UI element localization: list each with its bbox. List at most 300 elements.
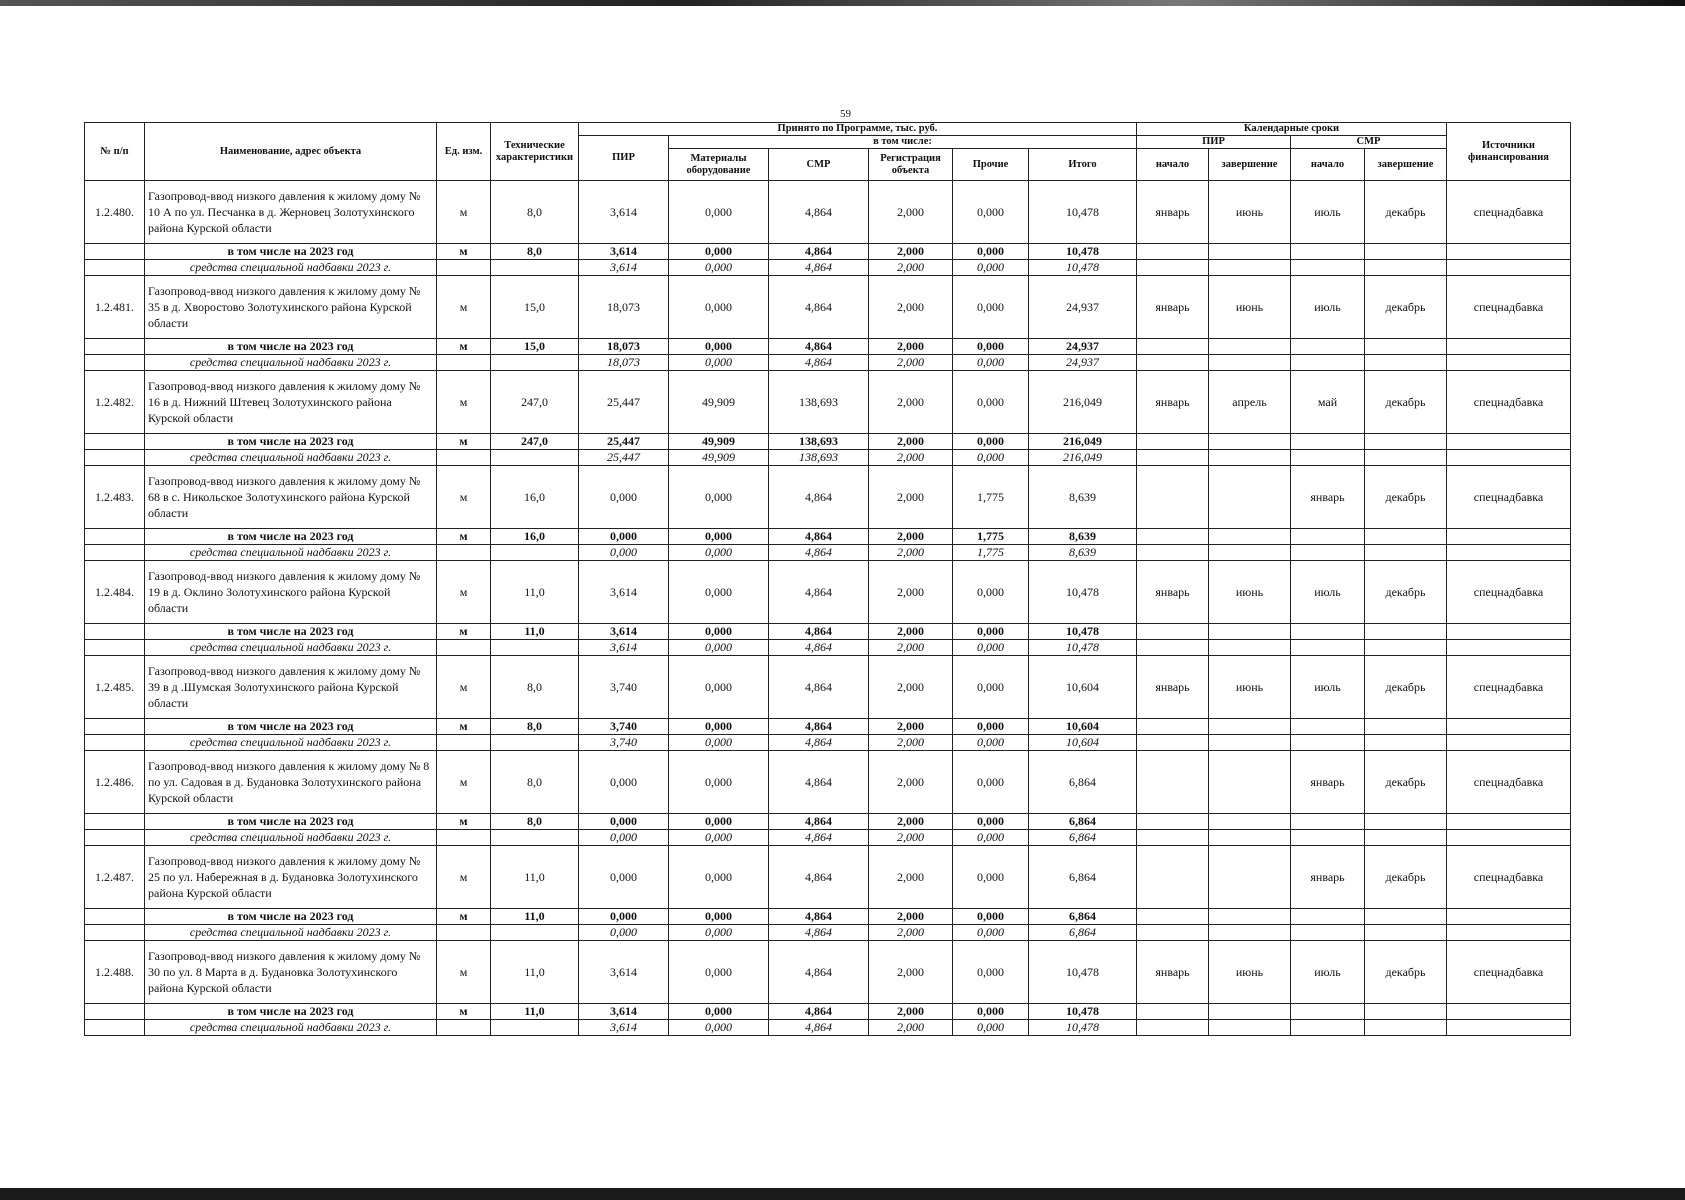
subtotal-total: 8,639 xyxy=(1029,529,1137,545)
fund-empty xyxy=(1209,925,1291,941)
scan-top-edge xyxy=(0,0,1685,6)
fund-pir: 25,447 xyxy=(579,450,669,466)
subtotal-tech: 11,0 xyxy=(491,1004,579,1020)
table-header xyxy=(85,123,1571,181)
header-pir-start: начало xyxy=(1137,149,1209,181)
subtotal-unit: м xyxy=(437,244,491,260)
smr-start-cell: январь xyxy=(1291,846,1365,909)
subtotal-label: в том числе на 2023 год xyxy=(145,1004,437,1020)
fund-smr: 4,864 xyxy=(769,735,869,751)
subtotal-registration: 2,000 xyxy=(869,339,953,355)
materials-cell: 0,000 xyxy=(669,941,769,1004)
materials-cell: 0,000 xyxy=(669,846,769,909)
subtotal-empty xyxy=(1209,814,1291,830)
fund-registration: 2,000 xyxy=(869,830,953,846)
subtotal-empty xyxy=(1209,244,1291,260)
pir-end-cell xyxy=(1209,751,1291,814)
subtotal-registration: 2,000 xyxy=(869,624,953,640)
smr-cell: 4,864 xyxy=(769,181,869,244)
subtotal-unit: м xyxy=(437,529,491,545)
unit-cell: м xyxy=(437,181,491,244)
unit-cell: м xyxy=(437,656,491,719)
subtotal-other: 1,775 xyxy=(953,529,1029,545)
pir-start-cell xyxy=(1137,846,1209,909)
other-cell: 0,000 xyxy=(953,561,1029,624)
subtotal-empty xyxy=(1137,244,1209,260)
smr-start-cell: май xyxy=(1291,371,1365,434)
fund-empty xyxy=(1447,260,1571,276)
subtotal-empty xyxy=(1137,1004,1209,1020)
fund-unit-empty xyxy=(437,830,491,846)
fund-empty xyxy=(1291,355,1365,371)
subtotal-empty xyxy=(1291,434,1365,450)
subtotal-empty xyxy=(1291,814,1365,830)
subtotal-empty xyxy=(1209,529,1291,545)
registration-cell: 2,000 xyxy=(869,846,953,909)
fund-empty xyxy=(1291,925,1365,941)
fund-materials: 0,000 xyxy=(669,355,769,371)
unit-cell: м xyxy=(437,371,491,434)
fund-total: 10,478 xyxy=(1029,640,1137,656)
subtotal-empty xyxy=(1137,339,1209,355)
fund-empty xyxy=(1365,450,1447,466)
pir-cell: 3,614 xyxy=(579,181,669,244)
subtotal-smr: 4,864 xyxy=(769,909,869,925)
header-smr-start: начало xyxy=(1291,149,1365,181)
subtotal-empty xyxy=(1137,624,1209,640)
unit-cell: м xyxy=(437,276,491,339)
fund-empty xyxy=(1209,355,1291,371)
smr-start-cell: январь xyxy=(1291,751,1365,814)
smr-end-cell: декабрь xyxy=(1365,846,1447,909)
subtotal-empty xyxy=(1209,624,1291,640)
pir-start-cell: январь xyxy=(1137,276,1209,339)
materials-cell: 49,909 xyxy=(669,371,769,434)
object-name: Газопровод-ввод низкого давления к жилому дому № 30 по ул. 8 Марта в д. Будановка Золотухинского района Курской области xyxy=(145,941,437,1004)
header-total: Итого xyxy=(1029,149,1137,181)
program-table xyxy=(84,122,1571,1036)
smr-end-cell: декабрь xyxy=(1365,941,1447,1004)
subtotal-other: 0,000 xyxy=(953,624,1029,640)
header-name: Наименование, адрес объекта xyxy=(145,123,437,181)
subtotal-empty xyxy=(1365,719,1447,735)
subtotal-unit: м xyxy=(437,909,491,925)
fund-pir: 0,000 xyxy=(579,545,669,561)
subtotal-unit: м xyxy=(437,719,491,735)
subtotal-empty xyxy=(1447,244,1571,260)
row-number: 1.2.485. xyxy=(85,656,145,719)
fund-empty xyxy=(1291,735,1365,751)
subtotal-empty xyxy=(1209,1004,1291,1020)
fund-empty xyxy=(1209,545,1291,561)
fund-row xyxy=(85,925,1571,941)
subtotal-blank xyxy=(85,814,145,830)
fund-label: средства специальной надбавки 2023 г. xyxy=(145,545,437,561)
fund-empty xyxy=(1447,830,1571,846)
fund-materials: 0,000 xyxy=(669,735,769,751)
fund-empty xyxy=(1137,260,1209,276)
subtotal-blank xyxy=(85,434,145,450)
fund-blank xyxy=(85,925,145,941)
fund-row xyxy=(85,735,1571,751)
smr-end-cell: декабрь xyxy=(1365,466,1447,529)
subtotal-label: в том числе на 2023 год xyxy=(145,434,437,450)
fund-registration: 2,000 xyxy=(869,355,953,371)
fund-smr: 4,864 xyxy=(769,545,869,561)
subtotal-label: в том числе на 2023 год xyxy=(145,719,437,735)
fund-blank xyxy=(85,355,145,371)
subtotal-tech: 8,0 xyxy=(491,244,579,260)
smr-start-cell: июль xyxy=(1291,561,1365,624)
fund-materials: 0,000 xyxy=(669,925,769,941)
table-row xyxy=(85,846,1571,909)
fund-pir: 0,000 xyxy=(579,830,669,846)
subtotal-empty xyxy=(1447,814,1571,830)
smr-end-cell: декабрь xyxy=(1365,561,1447,624)
subtotal-registration: 2,000 xyxy=(869,814,953,830)
header-num: № п/п xyxy=(85,123,145,181)
fund-pir: 3,614 xyxy=(579,260,669,276)
tech-cell: 11,0 xyxy=(491,941,579,1004)
subtotal-other: 0,000 xyxy=(953,909,1029,925)
subtotal-other: 0,000 xyxy=(953,814,1029,830)
subtotal-materials: 0,000 xyxy=(669,909,769,925)
header-calendar: Календарные сроки xyxy=(1137,123,1447,136)
header-materials: Материалы оборудование xyxy=(669,149,769,181)
registration-cell: 2,000 xyxy=(869,371,953,434)
registration-cell: 2,000 xyxy=(869,561,953,624)
materials-cell: 0,000 xyxy=(669,181,769,244)
subtotal-pir: 3,614 xyxy=(579,624,669,640)
subtotal-total: 216,049 xyxy=(1029,434,1137,450)
fund-empty xyxy=(1365,355,1447,371)
fund-tech-empty xyxy=(491,735,579,751)
subtotal-total: 10,478 xyxy=(1029,244,1137,260)
fund-unit-empty xyxy=(437,925,491,941)
fund-empty xyxy=(1447,640,1571,656)
smr-cell: 4,864 xyxy=(769,846,869,909)
subtotal-empty xyxy=(1209,719,1291,735)
materials-cell: 0,000 xyxy=(669,656,769,719)
fund-tech-empty xyxy=(491,925,579,941)
object-name: Газопровод-ввод низкого давления к жилому дому № 35 в д. Хворостово Золотухинского района Курской области xyxy=(145,276,437,339)
pir-end-cell: июнь xyxy=(1209,276,1291,339)
fund-total: 6,864 xyxy=(1029,925,1137,941)
unit-cell: м xyxy=(437,466,491,529)
fund-unit-empty xyxy=(437,260,491,276)
fund-empty xyxy=(1209,1020,1291,1036)
fund-other: 0,000 xyxy=(953,355,1029,371)
fund-pir: 3,614 xyxy=(579,1020,669,1036)
tech-cell: 11,0 xyxy=(491,561,579,624)
object-name: Газопровод-ввод низкого давления к жилому дому № 39 в д .Шумская Золотухинского района Курской области xyxy=(145,656,437,719)
pir-end-cell xyxy=(1209,846,1291,909)
subtotal-tech: 8,0 xyxy=(491,719,579,735)
pir-end-cell: июнь xyxy=(1209,656,1291,719)
subtotal-pir: 3,614 xyxy=(579,244,669,260)
subtotal-empty xyxy=(1291,624,1365,640)
materials-cell: 0,000 xyxy=(669,751,769,814)
smr-cell: 4,864 xyxy=(769,561,869,624)
tech-cell: 15,0 xyxy=(491,276,579,339)
subtotal-tech: 247,0 xyxy=(491,434,579,450)
pir-start-cell: январь xyxy=(1137,561,1209,624)
header-cal-pir: ПИР xyxy=(1137,136,1291,149)
subtotal-unit: м xyxy=(437,434,491,450)
smr-end-cell: декабрь xyxy=(1365,751,1447,814)
subtotal-other: 0,000 xyxy=(953,339,1029,355)
fund-pir: 3,614 xyxy=(579,640,669,656)
fund-empty xyxy=(1137,545,1209,561)
fund-row xyxy=(85,640,1571,656)
funding-cell: спецнадбавка xyxy=(1447,656,1571,719)
pir-end-cell: июнь xyxy=(1209,941,1291,1004)
subtotal-label: в том числе на 2023 год xyxy=(145,529,437,545)
fund-unit-empty xyxy=(437,735,491,751)
fund-unit-empty xyxy=(437,640,491,656)
funding-cell: спецнадбавка xyxy=(1447,846,1571,909)
fund-materials: 49,909 xyxy=(669,450,769,466)
subtotal-smr: 138,693 xyxy=(769,434,869,450)
fund-label: средства специальной надбавки 2023 г. xyxy=(145,640,437,656)
fund-total: 10,478 xyxy=(1029,260,1137,276)
pir-start-cell: январь xyxy=(1137,656,1209,719)
other-cell: 0,000 xyxy=(953,941,1029,1004)
table-body xyxy=(85,181,1571,1036)
fund-blank xyxy=(85,260,145,276)
object-name: Газопровод-ввод низкого давления к жилому дому № 25 по ул. Набережная в д. Будановка Золотухинского района Курской области xyxy=(145,846,437,909)
fund-label: средства специальной надбавки 2023 г. xyxy=(145,450,437,466)
fund-registration: 2,000 xyxy=(869,545,953,561)
subtotal-label: в том числе на 2023 год xyxy=(145,244,437,260)
subtotal-registration: 2,000 xyxy=(869,909,953,925)
fund-empty xyxy=(1447,925,1571,941)
table-row xyxy=(85,561,1571,624)
other-cell: 0,000 xyxy=(953,371,1029,434)
object-name: Газопровод-ввод низкого давления к жилому дому № 68 в с. Никольское Золотухинского района Курской области xyxy=(145,466,437,529)
row-number: 1.2.488. xyxy=(85,941,145,1004)
subtotal-materials: 0,000 xyxy=(669,339,769,355)
subtotal-empty xyxy=(1291,1004,1365,1020)
fund-label: средства специальной надбавки 2023 г. xyxy=(145,355,437,371)
registration-cell: 2,000 xyxy=(869,181,953,244)
fund-empty xyxy=(1291,545,1365,561)
subtotal-empty xyxy=(1365,909,1447,925)
subtotal-empty xyxy=(1447,909,1571,925)
unit-cell: м xyxy=(437,941,491,1004)
fund-blank xyxy=(85,735,145,751)
subtotal-pir: 0,000 xyxy=(579,814,669,830)
subtotal-total: 24,937 xyxy=(1029,339,1137,355)
subtotal-materials: 49,909 xyxy=(669,434,769,450)
object-name: Газопровод-ввод низкого давления к жилому дому № 10 А по ул. Песчанка в д. Жерновец Золотухинского района Курской области xyxy=(145,181,437,244)
subtotal-blank xyxy=(85,339,145,355)
subtotal-empty xyxy=(1365,529,1447,545)
fund-total: 216,049 xyxy=(1029,450,1137,466)
subtotal-smr: 4,864 xyxy=(769,1004,869,1020)
fund-total: 10,478 xyxy=(1029,1020,1137,1036)
total-cell: 24,937 xyxy=(1029,276,1137,339)
fund-other: 0,000 xyxy=(953,925,1029,941)
pir-cell: 18,073 xyxy=(579,276,669,339)
fund-registration: 2,000 xyxy=(869,735,953,751)
fund-registration: 2,000 xyxy=(869,640,953,656)
subtotal-row xyxy=(85,244,1571,260)
fund-total: 8,639 xyxy=(1029,545,1137,561)
fund-empty xyxy=(1447,735,1571,751)
fund-row xyxy=(85,545,1571,561)
fund-registration: 2,000 xyxy=(869,450,953,466)
pir-cell: 3,740 xyxy=(579,656,669,719)
fund-empty xyxy=(1137,830,1209,846)
row-number: 1.2.481. xyxy=(85,276,145,339)
fund-row xyxy=(85,355,1571,371)
fund-total: 10,604 xyxy=(1029,735,1137,751)
fund-label: средства специальной надбавки 2023 г. xyxy=(145,260,437,276)
fund-smr: 4,864 xyxy=(769,925,869,941)
subtotal-smr: 4,864 xyxy=(769,624,869,640)
subtotal-empty xyxy=(1137,909,1209,925)
subtotal-empty xyxy=(1209,339,1291,355)
header-accepted: Принято по Программе, тыс. руб. xyxy=(579,123,1137,136)
subtotal-tech: 11,0 xyxy=(491,624,579,640)
other-cell: 0,000 xyxy=(953,656,1029,719)
pir-start-cell: январь xyxy=(1137,941,1209,1004)
fund-total: 6,864 xyxy=(1029,830,1137,846)
subtotal-total: 6,864 xyxy=(1029,909,1137,925)
subtotal-empty xyxy=(1291,244,1365,260)
unit-cell: м xyxy=(437,561,491,624)
subtotal-row xyxy=(85,624,1571,640)
subtotal-empty xyxy=(1447,624,1571,640)
subtotal-smr: 4,864 xyxy=(769,244,869,260)
subtotal-empty xyxy=(1291,719,1365,735)
subtotal-blank xyxy=(85,624,145,640)
fund-empty xyxy=(1137,1020,1209,1036)
pir-start-cell: январь xyxy=(1137,371,1209,434)
subtotal-label: в том числе на 2023 год xyxy=(145,624,437,640)
subtotal-registration: 2,000 xyxy=(869,434,953,450)
fund-smr: 4,864 xyxy=(769,830,869,846)
header-cal-smr: СМР xyxy=(1291,136,1447,149)
fund-row xyxy=(85,830,1571,846)
fund-blank xyxy=(85,1020,145,1036)
fund-empty xyxy=(1291,450,1365,466)
fund-unit-empty xyxy=(437,545,491,561)
fund-empty xyxy=(1137,450,1209,466)
fund-tech-empty xyxy=(491,450,579,466)
subtotal-empty xyxy=(1447,529,1571,545)
table-row xyxy=(85,181,1571,244)
subtotal-materials: 0,000 xyxy=(669,719,769,735)
subtotal-pir: 18,073 xyxy=(579,339,669,355)
fund-label: средства специальной надбавки 2023 г. xyxy=(145,925,437,941)
subtotal-label: в том числе на 2023 год xyxy=(145,339,437,355)
subtotal-other: 0,000 xyxy=(953,434,1029,450)
subtotal-label: в том числе на 2023 год xyxy=(145,814,437,830)
subtotal-empty xyxy=(1365,244,1447,260)
subtotal-smr: 4,864 xyxy=(769,814,869,830)
subtotal-empty xyxy=(1365,339,1447,355)
subtotal-empty xyxy=(1291,339,1365,355)
subtotal-blank xyxy=(85,1004,145,1020)
fund-registration: 2,000 xyxy=(869,1020,953,1036)
funding-cell: спецнадбавка xyxy=(1447,276,1571,339)
subtotal-row xyxy=(85,719,1571,735)
registration-cell: 2,000 xyxy=(869,656,953,719)
fund-tech-empty xyxy=(491,640,579,656)
pir-cell: 0,000 xyxy=(579,846,669,909)
funding-cell: спецнадбавка xyxy=(1447,751,1571,814)
header-unit: Ед. изм. xyxy=(437,123,491,181)
subtotal-tech: 11,0 xyxy=(491,909,579,925)
smr-cell: 4,864 xyxy=(769,941,869,1004)
other-cell: 0,000 xyxy=(953,181,1029,244)
materials-cell: 0,000 xyxy=(669,466,769,529)
subtotal-blank xyxy=(85,909,145,925)
total-cell: 10,478 xyxy=(1029,181,1137,244)
subtotal-empty xyxy=(1365,434,1447,450)
row-number: 1.2.480. xyxy=(85,181,145,244)
subtotal-unit: м xyxy=(437,1004,491,1020)
row-number: 1.2.487. xyxy=(85,846,145,909)
fund-empty xyxy=(1365,925,1447,941)
pir-start-cell: январь xyxy=(1137,181,1209,244)
fund-smr: 4,864 xyxy=(769,640,869,656)
fund-empty xyxy=(1137,925,1209,941)
smr-start-cell: июль xyxy=(1291,941,1365,1004)
object-name: Газопровод-ввод низкого давления к жилому дому № 16 в д. Нижний Штевец Золотухинского района Курской области xyxy=(145,371,437,434)
subtotal-empty xyxy=(1209,434,1291,450)
pir-end-cell: июнь xyxy=(1209,561,1291,624)
subtotal-materials: 0,000 xyxy=(669,814,769,830)
header-including: в том числе: xyxy=(669,136,1137,149)
other-cell: 1,775 xyxy=(953,466,1029,529)
fund-pir: 3,740 xyxy=(579,735,669,751)
scan-bottom-edge xyxy=(0,1188,1685,1200)
header-smr-end: завершение xyxy=(1365,149,1447,181)
page-number: 59 xyxy=(840,108,851,120)
fund-other: 0,000 xyxy=(953,1020,1029,1036)
subtotal-empty xyxy=(1137,529,1209,545)
subtotal-total: 10,478 xyxy=(1029,1004,1137,1020)
subtotal-row xyxy=(85,814,1571,830)
subtotal-smr: 4,864 xyxy=(769,529,869,545)
tech-cell: 247,0 xyxy=(491,371,579,434)
fund-row xyxy=(85,1020,1571,1036)
smr-start-cell: июль xyxy=(1291,656,1365,719)
unit-cell: м xyxy=(437,846,491,909)
smr-end-cell: декабрь xyxy=(1365,656,1447,719)
subtotal-blank xyxy=(85,244,145,260)
fund-blank xyxy=(85,830,145,846)
funding-cell: спецнадбавка xyxy=(1447,561,1571,624)
object-name: Газопровод-ввод низкого давления к жилому дому № 19 в д. Оклино Золотухинского района Курской области xyxy=(145,561,437,624)
funding-cell: спецнадбавка xyxy=(1447,941,1571,1004)
subtotal-unit: м xyxy=(437,339,491,355)
row-number: 1.2.483. xyxy=(85,466,145,529)
pir-end-cell xyxy=(1209,466,1291,529)
funding-cell: спецнадбавка xyxy=(1447,181,1571,244)
subtotal-materials: 0,000 xyxy=(669,624,769,640)
tech-cell: 8,0 xyxy=(491,751,579,814)
fund-smr: 138,693 xyxy=(769,450,869,466)
subtotal-unit: м xyxy=(437,624,491,640)
fund-empty xyxy=(1291,260,1365,276)
subtotal-blank xyxy=(85,719,145,735)
pir-end-cell: апрель xyxy=(1209,371,1291,434)
other-cell: 0,000 xyxy=(953,276,1029,339)
